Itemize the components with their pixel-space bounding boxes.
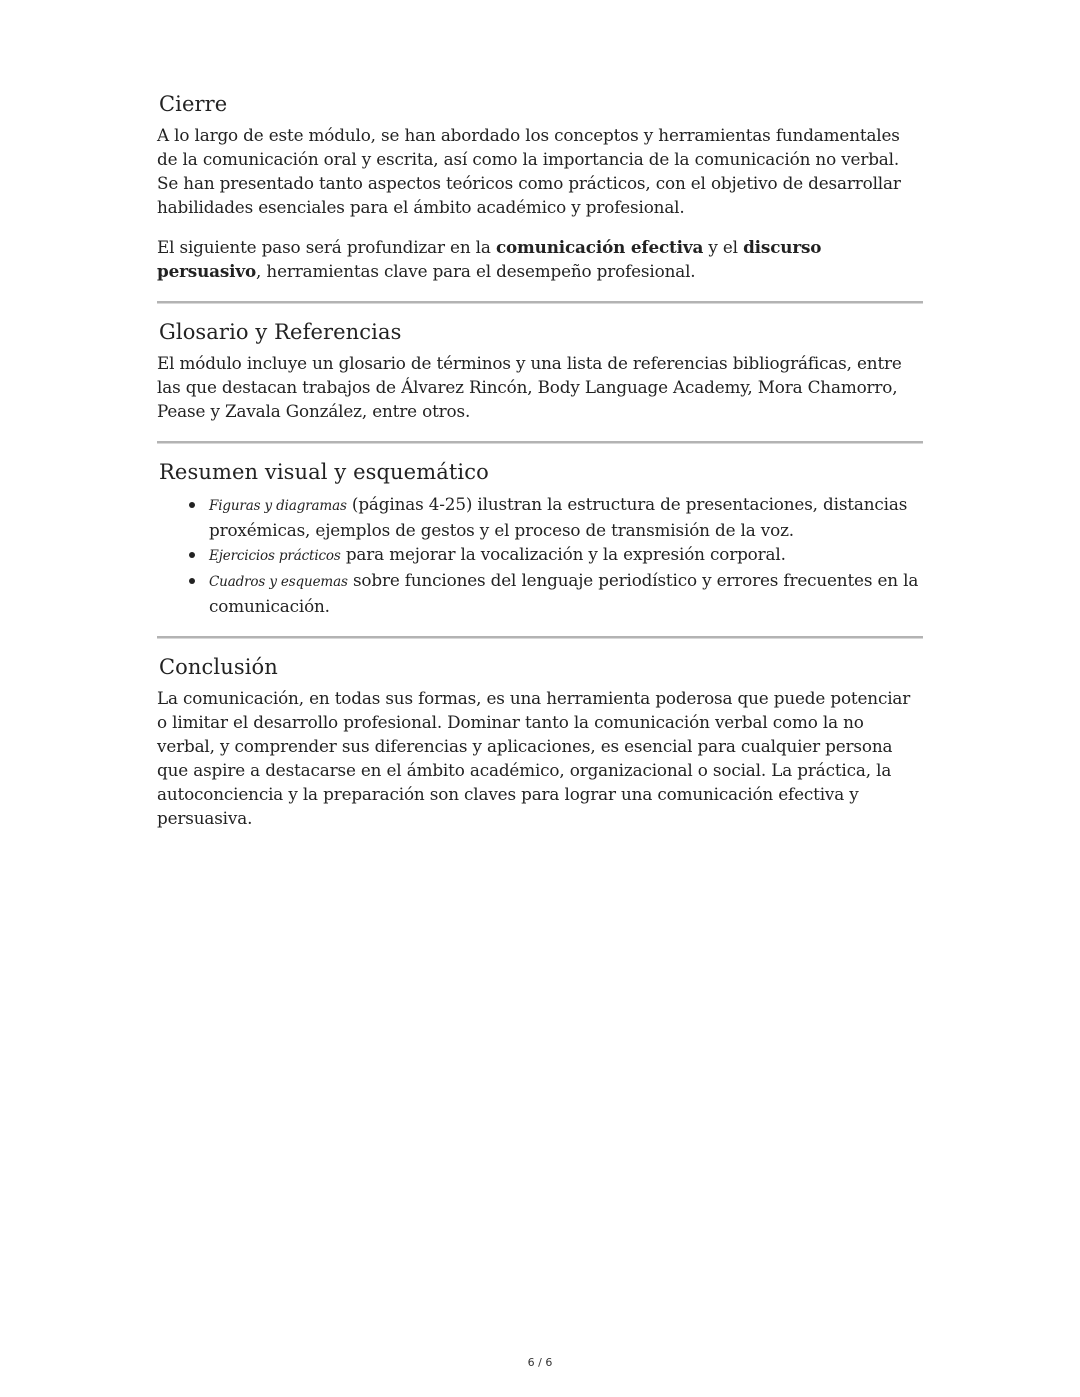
section-conclusion — [157, 655, 923, 830]
page-number: 6 / 6 — [527, 1356, 553, 1369]
list-item-text: para mejorar la vocalización y la expresión corporal. — [340, 543, 786, 564]
conclusion-paragraph: La comunicación, en todas sus formas, es una herramienta poderosa que puede potenciar o limitar el desarrollo profesional. Dominar tanto la comunicación verbal como la no verbal, y comprender sus diferencias y aplicaciones, es esencial para cualquier persona que aspire a destacarse en el ámbito académico, organizacional o social. La práctica, la autoconciencia y la preparación son claves para lograr una comunicación efectiva y persuasiva. — [157, 687, 911, 828]
cierre-p2-text-1: El siguiente paso será profundizar en la — [157, 237, 496, 258]
cierre-p2-bold-comunicacion-efectiva: comunicación efectiva — [495, 237, 704, 258]
list-item — [209, 568, 923, 618]
section-title-conclusion: Conclusión — [159, 654, 278, 679]
list-item — [209, 492, 923, 542]
list-item-lead: Ejercicios prácticos — [209, 547, 341, 564]
section-glosario — [157, 320, 923, 423]
resumen-list — [157, 492, 923, 618]
section-title-cierre: Cierre — [159, 92, 228, 116]
bullet-icon — [189, 578, 195, 584]
cierre-p2-bold-discurso-persuasivo: discurso persuasivo — [157, 237, 822, 282]
list-item-text: (páginas 4-25) ilustran la estructura de presentaciones, distancias proxémicas, ejemplos de gestos y el proceso de transmisión de la voz. — [209, 493, 908, 540]
glosario-paragraph: El módulo incluye un glosario de términos y una lista de referencias bibliográficas, entre las que destacan trabajos de Álvarez Rincón, Body Language Academy, Mora Chamorro, Pease y Zavala González, entre otros. — [157, 353, 902, 422]
section-title-glosario: Glosario y Referencias — [159, 320, 402, 345]
cierre-paragraph-2 — [157, 235, 923, 283]
section-cierre — [157, 92, 923, 283]
list-item — [209, 542, 923, 568]
list-item-lead: Cuadros y esquemas — [209, 573, 348, 590]
document-page — [157, 92, 923, 846]
cierre-p2-text-3: , herramientas clave para el desempeño profesional. — [256, 261, 696, 282]
bullet-icon — [189, 552, 195, 558]
section-resumen — [157, 460, 923, 617]
section-divider — [157, 636, 923, 639]
bullet-icon — [189, 502, 195, 508]
section-title-resumen: Resumen visual y esquemático — [159, 460, 489, 485]
cierre-paragraph-1: A lo largo de este módulo, se han abordado los conceptos y herramientas fundamentales de la comunicación oral y escrita, así como la importancia de la comunicación no verbal. Se han presentado tanto aspectos teóricos como prácticos, con el objetivo de desarrollar habilidades esenciales para el ámbito académico y profesional. — [157, 125, 901, 218]
section-divider — [157, 441, 923, 444]
list-item-lead: Figuras y diagramas — [209, 497, 347, 514]
section-divider — [157, 301, 923, 304]
list-item-text: sobre funciones del lenguaje periodístico y errores frecuentes en la comunicación. — [209, 569, 919, 616]
cierre-p2-text-2: y el — [703, 237, 744, 258]
